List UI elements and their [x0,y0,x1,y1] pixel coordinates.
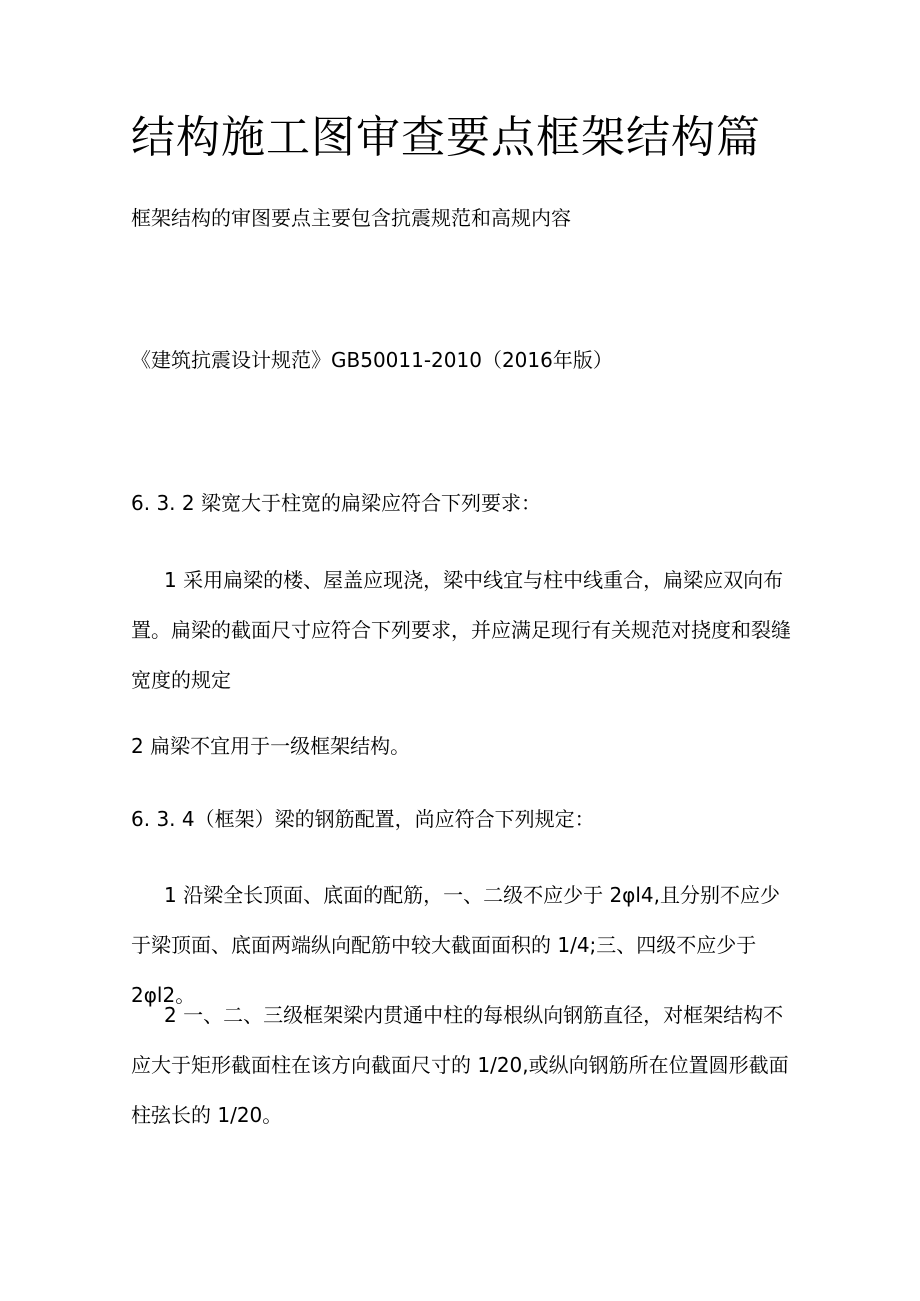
clause-6-3-4-item-1: 1 沿梁全长顶面、底面的配筋，一、二级不应少于 2φl4,且分别不应少于梁顶面、底面两端纵向配筋中较大截面面积的 1/4;三、四级不应少于 2φl2。 [131,883,780,1007]
clause-6-3-4-heading: 6. 3. 4（框架）梁的钢筋配置，尚应符合下列规定： [131,807,595,831]
clause-6-3-2-item-1: 1 采用扁梁的楼、屋盖应现浇，梁中线宜与柱中线重合，扁梁应双向布置。扁梁的截面尺寸应符合下列要求，并应满足现行有关规范对挠度和裂缝宽度的规定 [131,568,791,692]
document-subtitle: 框架结构的审图要点主要包含抗震规范和高规内容 [131,206,571,230]
standard-reference: 《建筑抗震设计规范》GB50011-2010（2016年版） [131,348,613,372]
clause-6-3-4-item-2: 2 一、二、三级框架梁内贯通中柱的每根纵向钢筋直径，对框架结构不应大于矩形截面柱在该方向截面尺寸的 1/20,或纵向钢筋所在位置圆形截面柱弦长的 1/20。 [131,1003,789,1127]
page-title: 结构施工图审查要点框架结构篇 [131,112,761,163]
clause-6-3-2-item-2: 2 扁梁不宜用于一级框架结构。 [131,734,411,758]
clause-6-3-2-heading: 6. 3. 2 梁宽大于柱宽的扁梁应符合下列要求： [131,491,541,515]
